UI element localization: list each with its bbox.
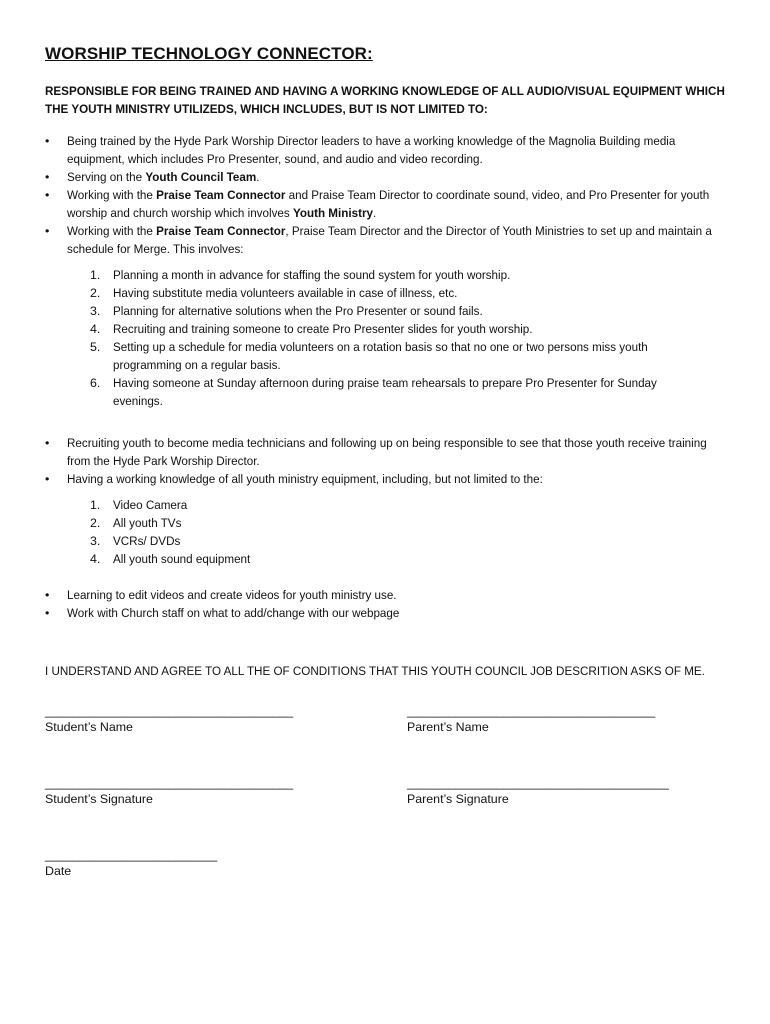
- student-signature-field[interactable]: [45, 776, 293, 808]
- bullet-icon: •: [45, 588, 50, 602]
- numbered-item: [45, 320, 735, 338]
- item-text: Planning for alternative solutions when the Pro Presenter or sound fails.: [113, 304, 483, 318]
- signature-line: ____________________________________: [45, 704, 294, 718]
- numbered-item: [45, 496, 735, 514]
- signature-row-names: [45, 704, 735, 776]
- item-number: 5.: [90, 340, 101, 354]
- numbered-item: [45, 550, 735, 568]
- signature-row-date: [45, 848, 735, 920]
- text-run: Serving on the: [67, 170, 146, 184]
- signature-line: ____________________________________: [407, 704, 656, 718]
- item-text: Having substitute media volunteers available in case of illness, etc.: [113, 286, 458, 300]
- list-item: [45, 186, 735, 222]
- list-item: [45, 168, 735, 186]
- duties-list: [45, 132, 735, 258]
- item-number: 2.: [90, 516, 101, 530]
- item-text: All youth sound equipment: [113, 552, 251, 566]
- agreement-statement: [45, 662, 735, 680]
- bold-text-run: Praise Team Connector: [156, 224, 286, 238]
- parent-name-label: Parent’s Name: [407, 720, 489, 734]
- numbered-item: [45, 338, 735, 374]
- parent-signature-field[interactable]: [407, 776, 669, 808]
- parent-name-field[interactable]: [407, 704, 655, 736]
- text-run: Working with the: [67, 224, 157, 238]
- document: [45, 44, 735, 920]
- numbered-item: [45, 514, 735, 532]
- list-item: [45, 586, 735, 604]
- duties-list-2: [45, 434, 735, 488]
- bullet-text: [67, 222, 729, 258]
- signature-line: _________________________: [45, 848, 218, 862]
- item-text: Setting up a schedule for media volunteers on a rotation basis so that no one or two persons miss youth programming on a regular basis.: [113, 340, 648, 372]
- list-item: [45, 604, 735, 622]
- merge-schedule-list: [45, 266, 735, 410]
- signature-line: ______________________________________: [407, 776, 669, 790]
- list-item: [45, 132, 735, 168]
- student-name-field[interactable]: [45, 704, 293, 736]
- text-run: .: [372, 206, 377, 220]
- agreement-text: I UNDERSTAND AND AGREE TO ALL THE OF CONDITIONS THAT THIS YOUTH COUNCIL JOB DESCRITION ASKS OF ME.: [45, 664, 705, 678]
- item-number: 1.: [90, 498, 101, 512]
- signature-row-signatures: [45, 776, 735, 848]
- bullet-icon: •: [45, 170, 50, 184]
- duties-list-3: [45, 586, 735, 622]
- item-text: Planning a month in advance for staffing the sound system for youth worship.: [113, 268, 511, 282]
- item-text: VCRs/ DVDs: [113, 534, 181, 548]
- bullet-icon: •: [45, 606, 50, 620]
- signature-line: ____________________________________: [45, 776, 294, 790]
- equipment-list: [45, 496, 735, 568]
- item-text: All youth TVs: [113, 516, 182, 530]
- item-number: 1.: [90, 268, 101, 282]
- spacer: [45, 576, 735, 586]
- item-number: 3.: [90, 534, 101, 548]
- item-text: Recruiting and training someone to create Pro Presenter slides for youth worship.: [113, 322, 533, 336]
- list-item: [45, 222, 735, 258]
- bullet-text: Work with Church staff on what to add/change with our webpage: [67, 606, 400, 620]
- student-name-label: Student’s Name: [45, 720, 133, 734]
- bullet-text: Being trained by the Hyde Park Worship Director leaders to have a working knowledge of the Magnolia Building media equipment, which includes Pro Presenter, sound, and audio and video recording.: [67, 134, 676, 166]
- parent-signature-label: Parent’s Signature: [407, 792, 509, 806]
- signature-section: [45, 704, 735, 920]
- list-item: [45, 470, 735, 488]
- text-run: Working with the: [67, 188, 157, 202]
- bullet-text: Learning to edit videos and create videos for youth ministry use.: [67, 588, 397, 602]
- item-text: Having someone at Sunday afternoon during praise team rehearsals to prepare Pro Presenter for Sunday evenings.: [113, 376, 657, 408]
- item-number: 3.: [90, 304, 101, 318]
- bold-text-run: Youth Council Team: [145, 170, 257, 184]
- bullet-text: Having a working knowledge of all youth ministry equipment, including, but not limited to the:: [67, 472, 543, 486]
- spacer: [45, 418, 735, 434]
- numbered-item: [45, 374, 735, 410]
- bullet-text: Recruiting youth to become media technicians and following up on being responsible to see that those youth receive training from the Hyde Park Worship Director.: [67, 436, 707, 468]
- item-number: 4.: [90, 552, 101, 566]
- bullet-icon: •: [45, 436, 50, 450]
- text-run: and Praise Team Director to coordinate sound, video, and Pro Presenter for youth worship and church worship which involves: [67, 188, 710, 220]
- date-field[interactable]: [45, 848, 217, 880]
- bullet-icon: •: [45, 472, 50, 486]
- date-label: Date: [45, 864, 72, 878]
- item-number: 4.: [90, 322, 101, 336]
- numbered-item: [45, 532, 735, 550]
- list-item: [45, 434, 735, 470]
- bold-text-run: Youth Ministry: [292, 206, 373, 220]
- bullet-icon: •: [45, 134, 50, 148]
- page-subtitle: RESPONSIBLE FOR BEING TRAINED AND HAVING A WORKING KNOWLEDGE OF ALL AUDIO/VISUAL EQUIPMENT WHICH THE YOUTH MINISTRY UTILIZEDS, WHICH INCLUDES, BUT IS NOT LIMITED TO:: [45, 84, 725, 116]
- item-number: 2.: [90, 286, 101, 300]
- bullet-text: [67, 186, 729, 222]
- item-text: Video Camera: [113, 498, 188, 512]
- page-title: WORSHIP TECHNOLOGY CONNECTOR:: [45, 44, 373, 63]
- student-signature-label: Student’s Signature: [45, 792, 153, 806]
- text-run: .: [256, 170, 260, 184]
- numbered-item: [45, 266, 735, 284]
- bullet-text: [67, 168, 729, 186]
- numbered-item: [45, 302, 735, 320]
- bullet-icon: •: [45, 188, 50, 202]
- text-run: , Praise Team Director and the Director of Youth Ministries to set up and maintain a schedule for Merge. This involves:: [67, 224, 712, 256]
- bullet-icon: •: [45, 224, 50, 238]
- numbered-item: [45, 284, 735, 302]
- bold-text-run: Praise Team Connector: [156, 188, 286, 202]
- item-number: 6.: [90, 376, 101, 390]
